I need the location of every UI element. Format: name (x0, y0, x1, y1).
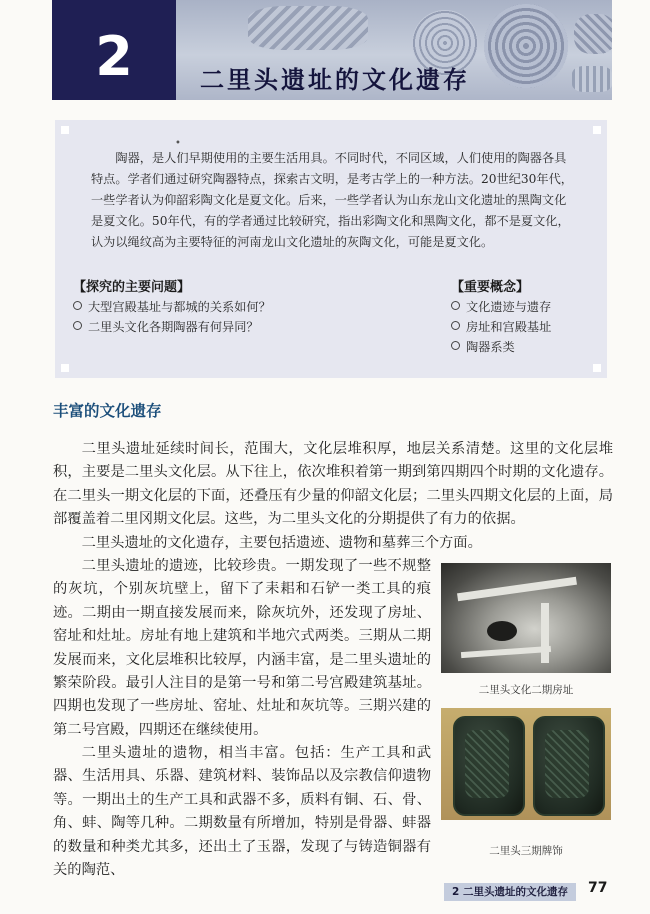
body-paragraph: 二里头遗址的遗物，相当丰富。包括：生产工具和武器、生活用具、乐器、建筑材料、装饰品以及宗教信仰遗物等。一期出土的生产工具和武器不多，质料有铜、石、骨、角、蚌、陶等几种。二期数量有所增加，特别是骨器、蚌器的数量和种类尤其多，还出土了玉器，发现了与铸造铜器有关的陶范、 (53, 745, 431, 879)
intro-text: 陶器，是人们早期使用的主要生活用具。不同时代，不同区域，人们使用的陶器各具特点。学者们通过研究陶器特点，探索古文明，是考古学上的一种方法。20世纪30年代，一些学者认为仰韶彩陶文化是夏文化。后来，一些学者认为山东龙山文化遗址的黑陶文化是夏文化。50年代，有的学者通过比较研究，指出彩陶文化和黑陶文化，都不是夏文化，认为以绳纹高为主要特征的河南龙山文化遗址的灰陶文化，可能是夏文化。 (91, 151, 573, 249)
concept-item: 陶器系类 (451, 337, 551, 357)
bronze-plaque (533, 716, 605, 816)
bronze-plaque (453, 716, 525, 816)
body-paragraph: 二里头遗址的文化遗存，主要包括遗迹、遗物和墓葬三个方面。 (81, 535, 482, 551)
concepts-block (451, 276, 551, 357)
page-number: 77 (588, 880, 608, 896)
footer-chapter-label: 2 二里头遗址的文化遗存 (444, 883, 576, 901)
pit (487, 621, 517, 641)
circle-bullet-icon (73, 321, 82, 330)
corner-mark (593, 126, 601, 134)
circle-bullet-icon (73, 301, 82, 310)
question-item: 大型宫殿基址与都城的关系如何？ (73, 297, 271, 317)
corner-mark (593, 364, 601, 372)
section-heading: 丰富的文化遗存 (53, 402, 162, 420)
body-paragraph: 二里头遗址延续时间长，范围大，文化层堆积厚，地层关系清楚。这里的文化层堆积，主要是二里头文化层。从下往上，依次堆积着第一期到第四期四个时期的文化遗存。在二里头一期文化层的下面，还叠压有少量的仰韶文化层；二里头四期文化层的上面，局部覆盖着二里冈期文化层。这些，为二里头文化的分期提供了有力的依据。 (53, 441, 613, 528)
chapter-title: 二里头遗址的文化遗存 (200, 65, 470, 94)
circle-bullet-icon (451, 301, 460, 310)
questions-heading: 【探究的主要问题】 (73, 280, 191, 295)
concept-item: 房址和宫殿基址 (451, 317, 551, 337)
concept-item: 文化遗迹与遗存 (451, 297, 551, 317)
plaque-photo (441, 708, 611, 820)
plaque-inlay (545, 730, 589, 798)
wall-outline (457, 577, 577, 602)
corner-mark (61, 364, 69, 372)
wall-outline (541, 603, 549, 663)
dot-mark: • (175, 138, 181, 149)
chapter-number: 2 (95, 25, 133, 88)
questions-block (73, 276, 271, 337)
corner-mark (61, 126, 69, 134)
house-site-photo (441, 563, 611, 673)
pottery-decoration (248, 6, 368, 50)
concepts-heading: 【重要概念】 (451, 280, 530, 295)
chapter-number-box (52, 0, 176, 100)
plaque-inlay (465, 730, 509, 798)
question-item: 二里头文化各期陶器有何异同？ (73, 317, 271, 337)
circle-bullet-icon (451, 341, 460, 350)
circle-bullet-icon (451, 321, 460, 330)
intro-box (55, 120, 607, 378)
wall-outline (461, 646, 551, 658)
pottery-decoration (484, 4, 568, 88)
figure-caption: 二里头文化二期房址 (478, 684, 574, 696)
chapter-banner (52, 0, 612, 100)
pottery-decoration (572, 66, 612, 92)
figure-caption: 二里头三期牌饰 (489, 845, 563, 857)
pottery-decoration (574, 14, 612, 54)
body-paragraph: 二里头遗址的遗迹，比较珍贵。一期发现了一些不规整的灰坑，个别灰坑壁上，留下了耒耜和石铲一类工具的痕迹。二期由一期直接发展而来，除灰坑外，还发现了房址、窑址和灶址。房址有地上建筑和半地穴式两类。三期从二期发展而来，文化层堆积比较厚，内涵丰富，是二里头遗址的繁荣阶段。最引人注目的是第一号和第二号宫殿建筑基址。四期也发现了一些房址、窑址、灶址和灰坑等。三期兴建的第二号宫殿，四期还在继续使用。 (53, 558, 431, 738)
